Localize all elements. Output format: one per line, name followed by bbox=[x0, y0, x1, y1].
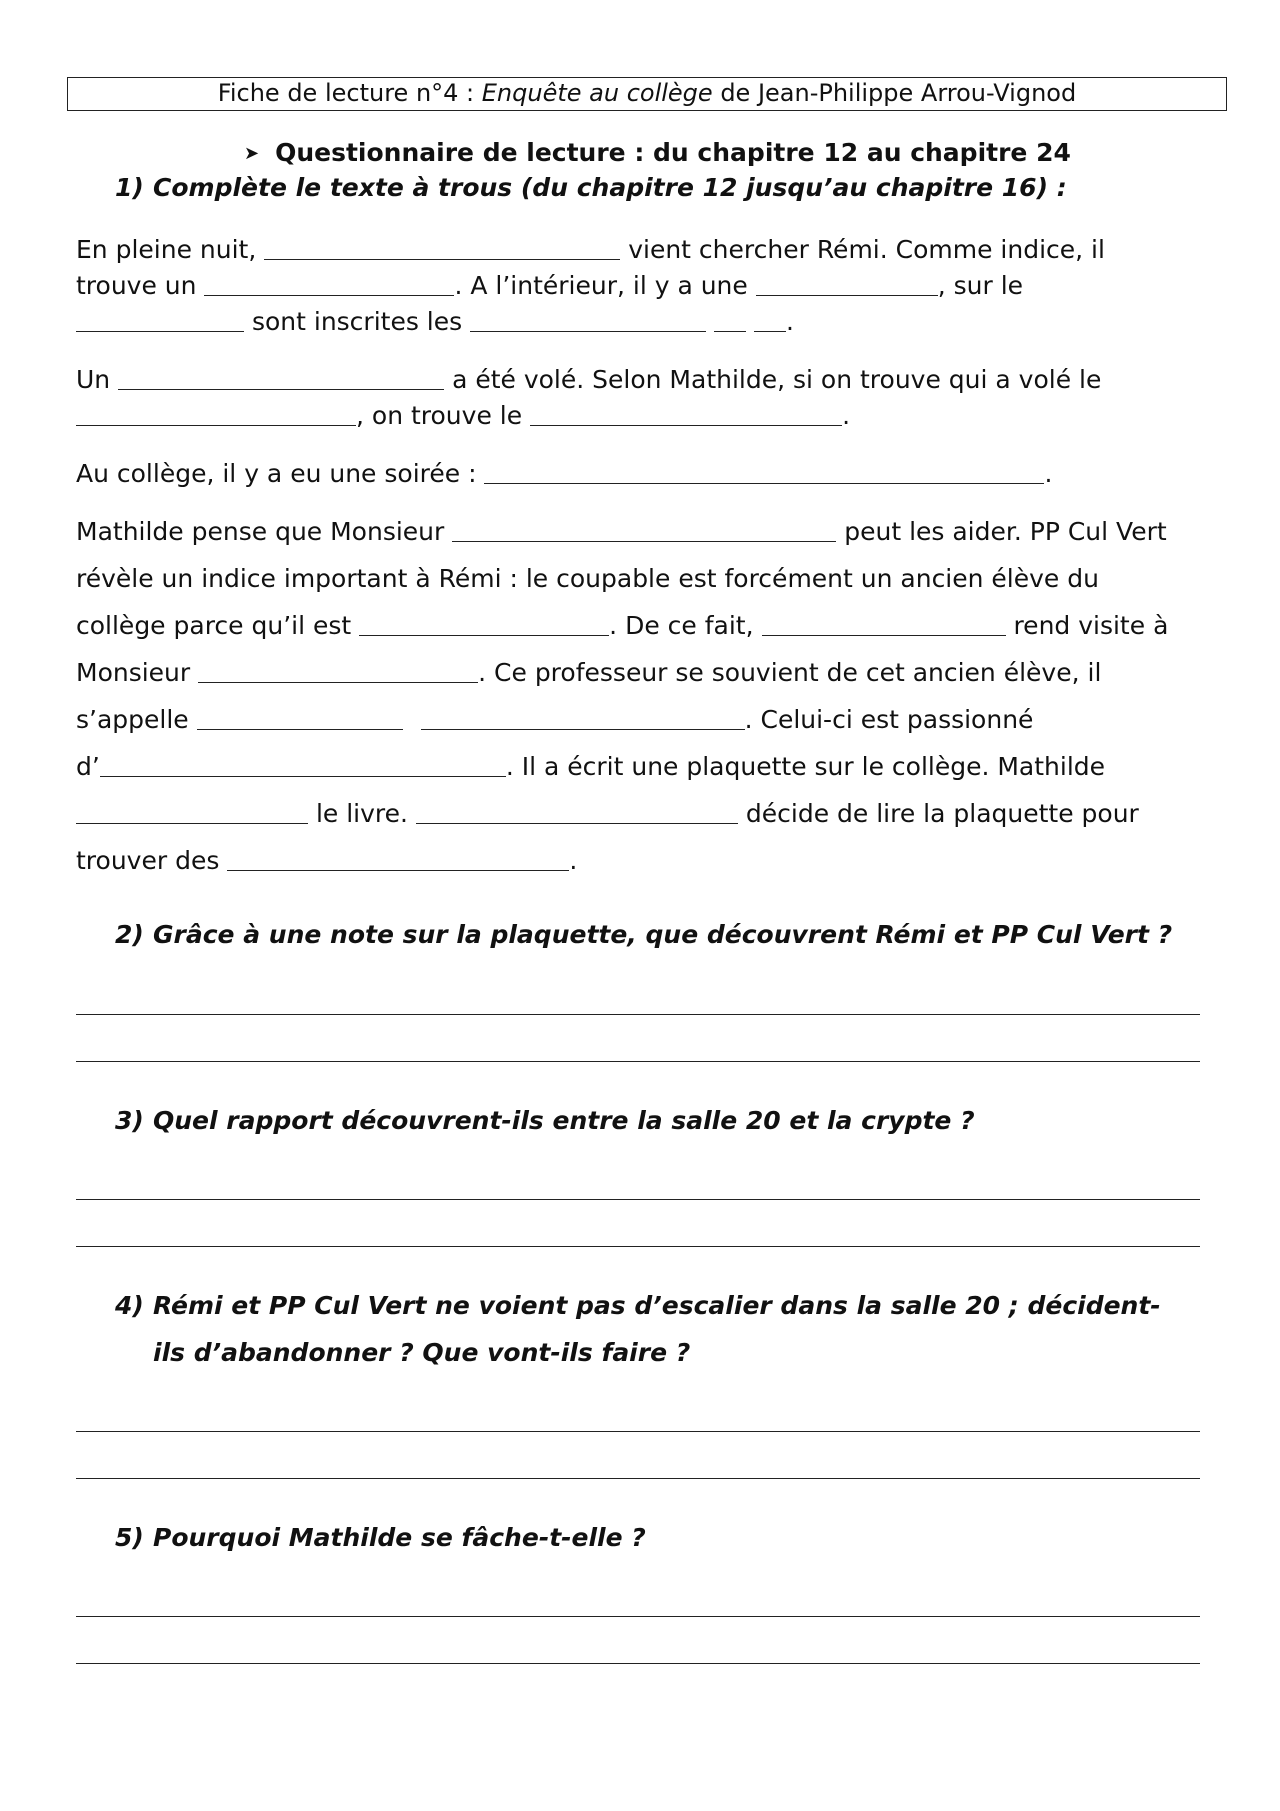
header-book-title: Enquête au collège bbox=[481, 79, 713, 107]
fill-blank[interactable] bbox=[76, 403, 356, 426]
fill-blank[interactable] bbox=[227, 848, 569, 871]
header-box bbox=[67, 77, 1227, 111]
fill-blank[interactable] bbox=[359, 613, 609, 636]
fill-blank[interactable] bbox=[452, 519, 836, 542]
cloze-line-5: , on trouve le . bbox=[76, 401, 850, 431]
question-number: 5) bbox=[115, 1523, 144, 1552]
question-5 bbox=[115, 1523, 646, 1552]
question-text: Grâce à une note sur la plaquette, que découvrent Rémi et PP Cul Vert ? bbox=[153, 920, 1173, 949]
fill-blank[interactable] bbox=[756, 273, 938, 296]
fill-blank[interactable] bbox=[421, 707, 745, 730]
answer-line[interactable] bbox=[76, 1014, 1200, 1015]
answer-line[interactable] bbox=[76, 1431, 1200, 1432]
fill-blank[interactable] bbox=[470, 309, 706, 332]
cloze-line-13: le livre. décide de lire la plaquette pour bbox=[76, 799, 1139, 829]
cloze-line-3: sont inscrites les . bbox=[76, 307, 794, 337]
fill-blank[interactable] bbox=[714, 309, 746, 332]
cloze-line-9: collège parce qu’il est . De ce fait, rend visite à bbox=[76, 611, 1169, 640]
header-prefix: Fiche de lecture n°4 : bbox=[217, 79, 482, 107]
fill-blank[interactable] bbox=[754, 309, 786, 332]
fill-blank[interactable] bbox=[76, 801, 308, 824]
cloze-line-1: En pleine nuit, vient chercher Rémi. Comme indice, il bbox=[76, 235, 1105, 264]
cloze-line-14: trouver des . bbox=[76, 846, 578, 875]
fill-blank[interactable] bbox=[484, 461, 1044, 484]
section-title-text: Questionnaire de lecture : du chapitre 12 au chapitre 24 bbox=[275, 138, 1071, 167]
question-4 bbox=[115, 1291, 1161, 1320]
question-text-line-2: ils d’abandonner ? Que vont-ils faire ? bbox=[153, 1338, 691, 1367]
fill-blank[interactable] bbox=[197, 707, 403, 730]
question-number: 1) bbox=[115, 173, 144, 202]
fill-blank[interactable] bbox=[76, 309, 244, 332]
fill-blank[interactable] bbox=[416, 801, 738, 824]
fill-blank[interactable] bbox=[204, 273, 454, 296]
cloze-line-10: Monsieur . Ce professeur se souvient de cet ancien élève, il bbox=[76, 658, 1102, 687]
answer-line[interactable] bbox=[76, 1246, 1200, 1247]
question-4-continued bbox=[153, 1338, 690, 1367]
question-text-line-1: Rémi et PP Cul Vert ne voient pas d’escalier dans la salle 20 ; décident- bbox=[153, 1291, 1161, 1320]
fill-blank[interactable] bbox=[100, 754, 506, 777]
question-number: 2) bbox=[115, 920, 144, 949]
cloze-line-8: révèle un indice important à Rémi : le coupable est forcément un ancien élève du bbox=[76, 564, 1099, 593]
fill-blank[interactable] bbox=[530, 403, 842, 426]
question-2 bbox=[115, 920, 1172, 949]
answer-line[interactable] bbox=[76, 1478, 1200, 1479]
question-text: Quel rapport découvrent-ils entre la salle 20 et la crypte ? bbox=[153, 1106, 975, 1135]
cloze-line-4: Un a été volé. Selon Mathilde, si on trouve qui a volé le bbox=[76, 365, 1102, 394]
question-1 bbox=[115, 173, 1067, 202]
arrow-bullet-icon: ➤ bbox=[244, 143, 260, 164]
fill-blank[interactable] bbox=[118, 367, 444, 390]
question-number: 4) bbox=[115, 1291, 144, 1320]
question-number: 3) bbox=[115, 1106, 144, 1135]
answer-line[interactable] bbox=[76, 1061, 1200, 1062]
section-title bbox=[244, 138, 1071, 167]
answer-line[interactable] bbox=[76, 1199, 1200, 1200]
cloze-line-12: d’ . Il a écrit une plaquette sur le collège. Mathilde bbox=[76, 752, 1106, 781]
fill-blank[interactable] bbox=[264, 237, 620, 260]
answer-line[interactable] bbox=[76, 1616, 1200, 1617]
question-text: Complète le texte à trous (du chapitre 12 jusqu’au chapitre 16) : bbox=[153, 173, 1067, 202]
fill-blank[interactable] bbox=[198, 660, 478, 683]
header-suffix: de Jean-Philippe Arrou-Vignod bbox=[712, 79, 1077, 107]
question-3 bbox=[115, 1106, 975, 1135]
cloze-line-11: s’appelle . Celui-ci est passionné bbox=[76, 705, 1034, 734]
cloze-line-7: Mathilde pense que Monsieur peut les aider. PP Cul Vert bbox=[76, 517, 1167, 546]
answer-line[interactable] bbox=[76, 1663, 1200, 1664]
cloze-line-6: Au collège, il y a eu une soirée : . bbox=[76, 459, 1053, 488]
fill-blank[interactable] bbox=[762, 613, 1006, 636]
cloze-line-2: trouve un . A l’intérieur, il y a une , sur le bbox=[76, 271, 1024, 300]
question-text: Pourquoi Mathilde se fâche-t-elle ? bbox=[153, 1523, 646, 1552]
